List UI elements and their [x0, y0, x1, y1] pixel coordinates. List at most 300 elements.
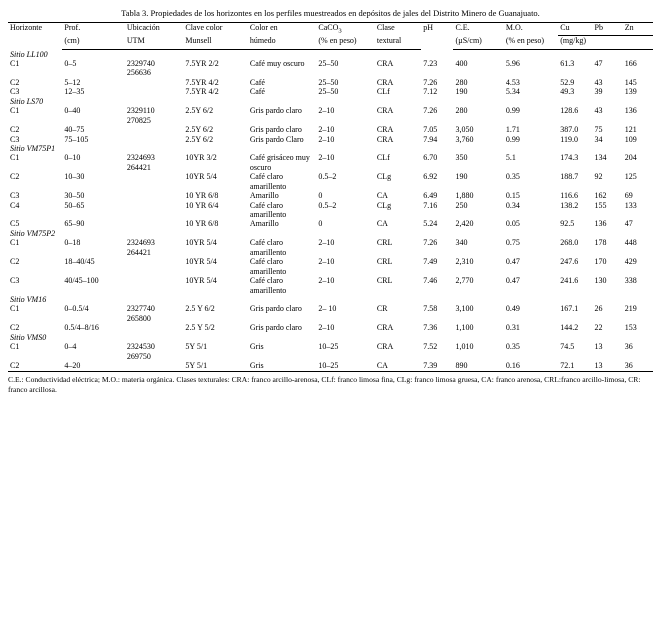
cell-clave-munsell: 2.5Y 6/2	[185, 125, 214, 135]
col-color-unit: húmedo	[248, 36, 317, 49]
cell-zn: 139	[624, 87, 637, 97]
cell-color-humedo: Gris	[249, 342, 264, 352]
utm-north: 2327740	[126, 304, 155, 314]
cell-ph: 7.58	[423, 304, 438, 314]
site-group-header-row	[8, 49, 653, 59]
table-row	[8, 172, 653, 191]
cell-prof: 40/45–100	[64, 276, 99, 286]
cell-pb: 43	[594, 106, 603, 116]
cell-mo: 0.49	[505, 304, 520, 314]
cell-cu: 188.7	[560, 172, 579, 182]
cell-caco3: 25–50	[318, 59, 339, 69]
cell-prof: 4–20	[64, 361, 81, 371]
site-group-label: Sitio VM75P2	[10, 228, 56, 238]
cell-color-humedo: Amarillo	[249, 191, 279, 201]
cell-pb: 13	[594, 342, 603, 352]
cell-horizonte: C2	[10, 172, 20, 182]
cell-caco3: 10–25	[318, 342, 339, 352]
cell-cu: 52.9	[560, 77, 575, 87]
col-prof	[62, 23, 124, 36]
col-clave-unit: Munsell	[183, 36, 248, 49]
cell-ubicacion-utm	[125, 78, 183, 87]
col-ce	[453, 23, 503, 36]
cell-pb: 75	[594, 125, 603, 135]
table-row	[8, 106, 653, 125]
col-zn: Zn	[623, 23, 653, 36]
cell-caco3: 0	[318, 219, 323, 229]
cell-clase-textural: CRA	[376, 342, 394, 352]
cell-prof: 65–90	[64, 219, 85, 229]
cell-clave-munsell: 10YR 5/4	[185, 257, 217, 267]
table-row	[8, 59, 653, 78]
header-row-units	[8, 36, 653, 49]
cell-clase-textural: CRL	[376, 238, 393, 248]
cell-caco3: 2– 10	[318, 304, 337, 314]
cell-ce: 280	[455, 77, 468, 87]
cell-ubicacion-utm	[125, 87, 183, 96]
cell-ubicacion-utm	[125, 135, 183, 144]
cell-cu: 247.6	[560, 257, 579, 267]
cell-ph: 7.36	[423, 323, 438, 333]
header-row-main	[8, 23, 653, 36]
cell-ce: 2,770	[455, 276, 474, 286]
cell-pb: 178	[594, 238, 607, 248]
cell-zn: 448	[624, 238, 637, 248]
site-group-header-row	[8, 333, 653, 342]
utm-east: 270825	[126, 115, 151, 125]
cell-zn: 429	[624, 257, 637, 267]
table-row	[8, 219, 653, 228]
cell-caco3: 25–50	[318, 77, 339, 87]
cell-ubicacion-utm	[125, 361, 183, 370]
cell-ph: 7.94	[423, 134, 438, 144]
cell-ph: 7.26	[423, 77, 438, 87]
cell-clase-textural: CLg	[376, 200, 392, 210]
cell-pb: 39	[594, 87, 603, 97]
table-row	[8, 201, 653, 220]
cell-cu: 61.3	[560, 59, 575, 69]
cell-clave-munsell: 5Y 5/1	[185, 361, 208, 371]
cell-clave-munsell: 10 YR 6/8	[185, 191, 219, 201]
cell-ubicacion-utm	[125, 219, 183, 228]
cell-mo: 5.96	[505, 59, 520, 69]
cell-cu: 268.0	[560, 238, 579, 248]
utm-east: 256636	[126, 68, 151, 78]
cell-horizonte: C3	[10, 134, 20, 144]
cell-ubicacion-utm	[125, 304, 183, 323]
cell-caco3: 2–10	[318, 323, 335, 333]
cell-color-humedo: Café grisáceo muy oscuro	[249, 153, 310, 172]
cell-zn: 125	[624, 172, 637, 182]
cell-prof: 40–75	[64, 125, 85, 135]
table-row	[8, 257, 653, 276]
site-group-label: Sitio VM16	[10, 294, 47, 304]
cell-mo: 5.34	[505, 87, 520, 97]
cell-color-humedo: Gris pardo claro	[249, 125, 302, 135]
cell-clase-textural: CR	[376, 304, 388, 314]
cell-prof: 75–105	[64, 134, 89, 144]
cell-horizonte: C1	[10, 238, 20, 248]
cell-clase-textural: CRA	[376, 134, 394, 144]
cell-prof: 10–30	[64, 172, 85, 182]
col-prof-unit: (cm)	[62, 36, 124, 49]
cell-pb: 155	[594, 200, 607, 210]
cell-cu: 128.6	[560, 106, 579, 116]
cell-horizonte: C3	[10, 87, 20, 97]
site-group-header-row	[8, 295, 653, 304]
table-row	[8, 304, 653, 323]
cell-horizonte: C1	[10, 342, 20, 352]
utm-north: 2329740	[126, 59, 155, 69]
cell-prof: 0–40	[64, 106, 81, 116]
cell-pb: 43	[594, 77, 603, 87]
cell-ph: 7.39	[423, 361, 438, 371]
cell-ubicacion-utm	[125, 125, 183, 134]
cell-mo: 0.05	[505, 219, 520, 229]
cell-clave-munsell: 2.5 Y 5/2	[185, 323, 215, 333]
cell-ubicacion-utm	[125, 342, 183, 361]
cell-ubicacion-utm	[125, 257, 183, 276]
cell-caco3: 2–10	[318, 257, 335, 267]
cell-ce: 3,760	[455, 134, 474, 144]
cell-ph: 6.70	[423, 153, 438, 163]
table-row	[8, 361, 653, 370]
utm-east: 265800	[126, 313, 151, 323]
cell-color-humedo: Gris pardo claro	[249, 106, 302, 116]
site-group-header-row	[8, 97, 653, 106]
cell-ph: 7.46	[423, 276, 438, 286]
utm-east: 264421	[126, 162, 151, 172]
cell-zn: 133	[624, 200, 637, 210]
cell-ce: 3,050	[455, 125, 474, 135]
cell-zn: 153	[624, 323, 637, 333]
cell-zn: 166	[624, 59, 637, 69]
col-ubicacion-label: Ubicación	[126, 23, 160, 33]
cell-mo: 0.47	[505, 257, 520, 267]
cell-clase-textural: CLf	[376, 87, 390, 97]
cell-zn: 136	[624, 106, 637, 116]
cell-prof: 0–5	[64, 59, 77, 69]
col-clave	[183, 23, 248, 36]
cell-pb: 13	[594, 361, 603, 371]
cell-cu: 116.6	[560, 191, 578, 201]
utm-east: 264421	[126, 247, 151, 257]
cell-ph: 6.49	[423, 191, 438, 201]
site-group-header-row	[8, 229, 653, 238]
cell-color-humedo: Café	[249, 87, 265, 97]
utm-north: 2324530	[126, 342, 155, 352]
cell-mo: 0.34	[505, 200, 520, 210]
cell-ce: 250	[455, 200, 468, 210]
cell-ph: 7.26	[423, 106, 438, 116]
cell-mo: 0.99	[505, 106, 520, 116]
cell-caco3: 2–10	[318, 238, 335, 248]
cell-horizonte: C1	[10, 106, 20, 116]
cell-ubicacion-utm	[125, 323, 183, 332]
cell-clase-textural: CRA	[376, 125, 394, 135]
table-row	[8, 78, 653, 87]
cell-ubicacion-utm	[125, 106, 183, 125]
cell-mo: 4.53	[505, 77, 520, 87]
cell-clase-textural: CRA	[376, 77, 394, 87]
cell-ce: 190	[455, 87, 468, 97]
utm-east: 269750	[126, 351, 151, 361]
cell-ce: 1,880	[455, 191, 474, 201]
utm-north: 2324693	[126, 238, 155, 248]
cell-horizonte: C1	[10, 153, 20, 163]
cell-prof: 5–12	[64, 77, 81, 87]
site-group-label: Sitio LL100	[10, 49, 48, 59]
cell-cu: 174.3	[560, 153, 579, 163]
cell-cu: 92.5	[560, 219, 575, 229]
cell-clave-munsell: 7.5YR 2/2	[185, 59, 219, 69]
cell-horizonte: C2	[10, 361, 20, 371]
cell-color-humedo: Amarillo	[249, 219, 279, 229]
cell-horizonte: C2	[10, 125, 20, 135]
table-caption: Tabla 3. Propiedades de los horizontes en los perfiles muestreados en depósitos de jales del Distrito Minero de Guanajuato.	[121, 8, 540, 18]
cell-prof: 18–40/45	[64, 257, 95, 267]
cell-zn: 47	[624, 219, 633, 229]
col-color-label: Color en	[249, 23, 278, 33]
cell-horizonte: C3	[10, 276, 20, 286]
table-bottom-rule	[8, 371, 653, 372]
cell-clase-textural: CLf	[376, 153, 390, 163]
cell-mo: 0.15	[505, 191, 520, 201]
cell-caco3: 0	[318, 191, 323, 201]
cell-pb: 22	[594, 323, 603, 333]
cell-ph: 7.12	[423, 87, 438, 97]
utm-north: 2324693	[126, 153, 155, 163]
cell-caco3: 2–10	[318, 276, 335, 286]
cell-horizonte: C3	[10, 191, 20, 201]
cell-clave-munsell: 10YR 3/2	[185, 153, 217, 163]
cell-zn: 36	[624, 342, 633, 352]
cell-caco3: 25–50	[318, 87, 339, 97]
cell-prof: 12–35	[64, 87, 85, 97]
cell-ph: 5.24	[423, 219, 438, 229]
cell-caco3: 0.5–2	[318, 200, 337, 210]
cell-caco3: 0.5–2	[318, 172, 337, 182]
cell-ubicacion-utm	[125, 276, 183, 295]
cell-cu: 74.5	[560, 342, 575, 352]
cell-horizonte: C2	[10, 257, 20, 267]
table-row	[8, 342, 653, 361]
table-row	[8, 276, 653, 295]
cell-pb: 130	[594, 276, 607, 286]
cell-caco3: 2–10	[318, 134, 335, 144]
col-caco3	[316, 23, 374, 36]
col-clase-unit: textural	[375, 36, 421, 49]
cell-ph: 7.16	[423, 200, 438, 210]
cell-pb: 170	[594, 257, 607, 267]
cell-cu: 144.2	[560, 323, 579, 333]
cell-clase-textural: CRA	[376, 323, 394, 333]
cell-cu: 138.2	[560, 200, 579, 210]
cell-horizonte: C4	[10, 200, 20, 210]
cell-color-humedo: Café	[249, 77, 265, 87]
cell-pb: 134	[594, 153, 607, 163]
soil-properties-table	[8, 22, 653, 370]
cell-mo: 1.71	[505, 125, 520, 135]
cell-pb: 47	[594, 59, 603, 69]
col-mo-label: M.O.	[505, 23, 523, 33]
cell-color-humedo: Café claro amarillento	[249, 238, 287, 257]
cell-clase-textural: CA	[376, 191, 388, 201]
cell-ce: 400	[455, 59, 468, 69]
cell-horizonte: C1	[10, 304, 20, 314]
cell-zn: 338	[624, 276, 637, 286]
cell-clase-textural: CRA	[376, 106, 394, 116]
cell-ce: 2,420	[455, 219, 474, 229]
cell-clase-textural: CLg	[376, 172, 392, 182]
cell-mo: 0.35	[505, 342, 520, 352]
col-ph: pH	[421, 23, 453, 49]
cell-prof: 0.5/4–8/16	[64, 323, 99, 333]
cell-clase-textural: CA	[376, 361, 388, 371]
cell-ph: 7.49	[423, 257, 438, 267]
cell-ubicacion-utm	[125, 153, 183, 172]
cell-mo: 0.75	[505, 238, 520, 248]
cell-ce: 350	[455, 153, 468, 163]
cell-clave-munsell: 2.5Y 6/2	[185, 106, 214, 116]
utm-north: 2329110	[126, 106, 155, 116]
cell-pb: 34	[594, 134, 603, 144]
cell-clave-munsell: 7.5YR 4/2	[185, 77, 219, 87]
cell-prof: 0–10	[64, 153, 81, 163]
cell-ce: 2,310	[455, 257, 474, 267]
cell-clase-textural: CRL	[376, 257, 393, 267]
col-caco3-label: CaCO	[318, 23, 339, 33]
col-horizonte: Horizonte	[8, 23, 62, 49]
cell-ubicacion-utm	[125, 172, 183, 191]
cell-ce: 3,100	[455, 304, 474, 314]
col-color	[248, 23, 317, 36]
table-footnote: C.E.: Conductividad eléctrica; M.O.: materia orgánica. Clases texturales: CRA: franco arcillo-arenosa, CLf: franco limosa fina, CLg: franco limosa gruesa, CA: franco arenosa, CRL:franco arcillo-limosa, CR: franco arcillosa.	[8, 375, 641, 394]
col-clave-label: Clave color	[185, 23, 223, 33]
cell-cu: 167.1	[560, 304, 579, 314]
cell-cu: 72.1	[560, 361, 575, 371]
cell-clase-textural: CRL	[376, 276, 393, 286]
cell-ph: 6.92	[423, 172, 438, 182]
site-group-label: Sitio LS70	[10, 96, 44, 106]
cell-prof: 0–18	[64, 238, 81, 248]
cell-clase-textural: CRA	[376, 59, 394, 69]
site-group-header-row	[8, 144, 653, 153]
cell-prof: 50–65	[64, 200, 85, 210]
cell-clase-textural: CA	[376, 219, 388, 229]
site-group-label: Sitio VMS0	[10, 332, 47, 342]
cell-clave-munsell: 2.5 Y 6/2	[185, 304, 215, 314]
cell-zn: 204	[624, 153, 637, 163]
cell-pb: 92	[594, 172, 603, 182]
col-prof-label: Prof.	[64, 23, 81, 33]
cell-color-humedo: Café claro amarillento	[249, 276, 287, 295]
cell-zn: 121	[624, 125, 637, 135]
table-row	[8, 323, 653, 332]
table-row	[8, 135, 653, 144]
cell-color-humedo: Gris pardo claro	[249, 323, 302, 333]
col-mo-unit: (% en peso)	[504, 36, 558, 49]
cell-clave-munsell: 10YR 5/4	[185, 238, 217, 248]
table-row	[8, 153, 653, 172]
cell-ce: 1,100	[455, 323, 474, 333]
cell-ph: 7.05	[423, 125, 438, 135]
cell-mo: 0.99	[505, 134, 520, 144]
cell-ce: 1,010	[455, 342, 474, 352]
cell-caco3: 2–10	[318, 106, 335, 116]
cell-ubicacion-utm	[125, 238, 183, 257]
cell-horizonte: C1	[10, 59, 20, 69]
col-clase-label: Clase	[376, 23, 395, 33]
table-row	[8, 125, 653, 134]
cell-clave-munsell: 10YR 5/4	[185, 172, 217, 182]
cell-zn: 219	[624, 304, 637, 314]
cell-color-humedo: Gris	[249, 361, 264, 371]
col-caco3-sub: 3	[338, 27, 342, 35]
cell-prof: 0–0.5/4	[64, 304, 89, 314]
cell-ph: 7.52	[423, 342, 438, 352]
cell-ce: 890	[455, 361, 468, 371]
cell-ubicacion-utm	[125, 201, 183, 220]
table-row	[8, 191, 653, 200]
cell-mo: 0.47	[505, 276, 520, 286]
cell-caco3: 2–10	[318, 125, 335, 135]
table-row	[8, 87, 653, 96]
cell-ce: 280	[455, 106, 468, 116]
site-group-label: Sitio VM75P1	[10, 143, 56, 153]
cell-zn: 109	[624, 134, 637, 144]
cell-ce: 340	[455, 238, 468, 248]
cell-pb: 136	[594, 219, 607, 229]
cell-cu: 119.0	[560, 134, 578, 144]
cell-color-humedo: Café claro amarillento	[249, 257, 287, 276]
col-ubicacion	[125, 23, 183, 36]
table-body	[8, 49, 653, 370]
cell-prof: 0–4	[64, 342, 77, 352]
cell-mo: 5.1	[505, 153, 516, 163]
cell-clave-munsell: 10 YR 6/4	[185, 200, 219, 210]
cell-mo: 0.16	[505, 361, 520, 371]
cell-horizonte: C2	[10, 323, 20, 333]
cell-color-humedo: Café claro amarillento	[249, 200, 287, 220]
cell-color-humedo: Café muy oscuro	[249, 59, 305, 69]
table-header	[8, 23, 653, 49]
col-ce-unit: (µS/cm)	[453, 36, 503, 49]
cell-ph: 7.26	[423, 238, 438, 248]
cell-pb: 162	[594, 191, 607, 201]
cell-cu: 49.3	[560, 87, 575, 97]
cell-mo: 0.31	[505, 323, 520, 333]
col-cu: Cu	[558, 23, 592, 36]
cell-caco3: 2–10	[318, 153, 335, 163]
cell-zn: 69	[624, 191, 633, 201]
cell-horizonte: C2	[10, 77, 20, 87]
cell-zn: 36	[624, 361, 633, 371]
col-ubicacion-unit: UTM	[125, 36, 183, 49]
cell-color-humedo: Café claro amarillento	[249, 172, 287, 191]
cell-horizonte: C5	[10, 219, 20, 229]
cell-clave-munsell: 7.5YR 4/2	[185, 87, 219, 97]
cell-color-humedo: Gris pardo claro	[249, 304, 302, 314]
cell-ph: 7.23	[423, 59, 438, 69]
cell-ubicacion-utm	[125, 59, 183, 78]
cell-caco3: 10–25	[318, 361, 339, 371]
col-pb: Pb	[593, 23, 623, 36]
cell-mo: 0.35	[505, 172, 520, 182]
cell-clave-munsell: 5Y 5/1	[185, 342, 208, 352]
cell-prof: 30–50	[64, 191, 85, 201]
cell-clave-munsell: 10YR 5/4	[185, 276, 217, 286]
